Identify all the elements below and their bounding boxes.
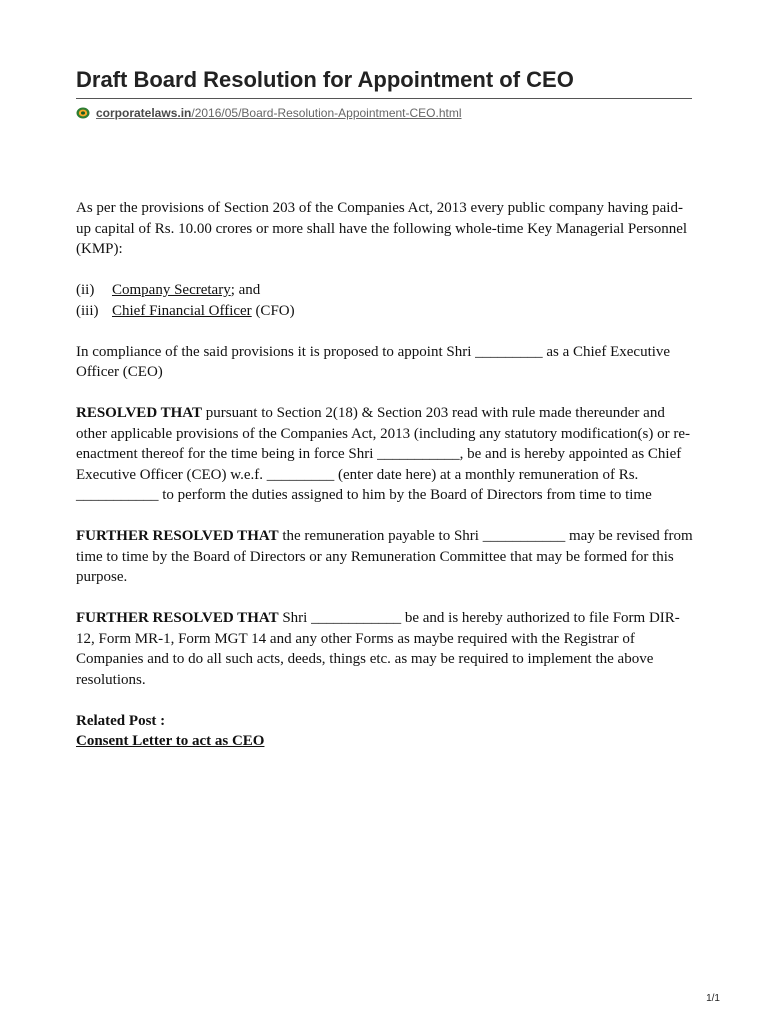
source-url	[76, 104, 692, 122]
resolution-lead: FURTHER RESOLVED THAT	[76, 528, 279, 544]
list-item	[76, 301, 696, 322]
list-number: (iii)	[76, 302, 99, 319]
resolution-text: Shri ____________ be and is hereby authorized to file Form DIR-12, Form MR-1, Form MGT 14 and any other Forms as maybe required with the Registrar of Companies and to do all such acts, deeds, things etc. as may be required to implement the above resolutions.	[76, 610, 680, 688]
list-item	[76, 280, 696, 301]
document-page	[76, 66, 693, 749]
related-post-heading: Related Post :	[76, 712, 166, 729]
list-suffix: (CFO)	[251, 302, 295, 319]
source-domain: corporatelaws.in	[96, 106, 192, 120]
resolution-lead: RESOLVED THAT	[76, 405, 203, 421]
list-suffix: ; and	[230, 282, 261, 298]
company-secretary-link[interactable]: Company Secretary	[112, 282, 231, 298]
intro-paragraph: As per the provisions of Section 203 of the Companies Act, 2013 every public company having paid-up capital of Rs. 10.00 crores or more shall have the following whole-time Key Managerial Personnel (KMP):	[76, 200, 688, 257]
site-logo-icon	[76, 107, 90, 119]
page-title: Draft Board Resolution for Appointment of CEO	[76, 66, 692, 99]
resolution-text: the remuneration payable to Shri ___________ may be revised from time to time by the Board of Directors or any Remuneration Committee that may be formed for this purpose.	[76, 528, 693, 585]
chief-financial-officer-link[interactable]: Chief Financial Officer	[112, 302, 252, 319]
resolution-lead: FURTHER RESOLVED THAT	[76, 610, 279, 626]
list-number: (ii)	[76, 282, 95, 298]
compliance-paragraph: In compliance of the said provisions it is proposed to appoint Shri _________ as a Chief Executive Officer (CEO)	[76, 343, 671, 380]
document-body	[76, 198, 696, 752]
source-link[interactable]	[96, 106, 462, 120]
resolution-text: pursuant to Section 2(18) & Section 203 read with rule made thereunder and other applicable provisions of the Companies Act, 2013 (including any statutory modification(s) or re-enactment thereof for the time being in force Shri ___________, be and is hereby appointed as Chief Executive Officer (CEO) w.e.f. _________ (enter date here) at a monthly remuneration of Rs. ___________ to perform the duties assigned to him by the Board of Directors from time to time	[76, 405, 691, 503]
page-number: 1/1	[706, 993, 720, 1004]
source-path: /2016/05/Board-Resolution-Appointment-CEO.html	[191, 106, 462, 120]
resolution-paragraph	[76, 403, 696, 506]
resolution-paragraph	[76, 608, 696, 690]
resolution-paragraph	[76, 526, 696, 588]
related-post-link[interactable]: Consent Letter to act as CEO	[76, 733, 265, 749]
